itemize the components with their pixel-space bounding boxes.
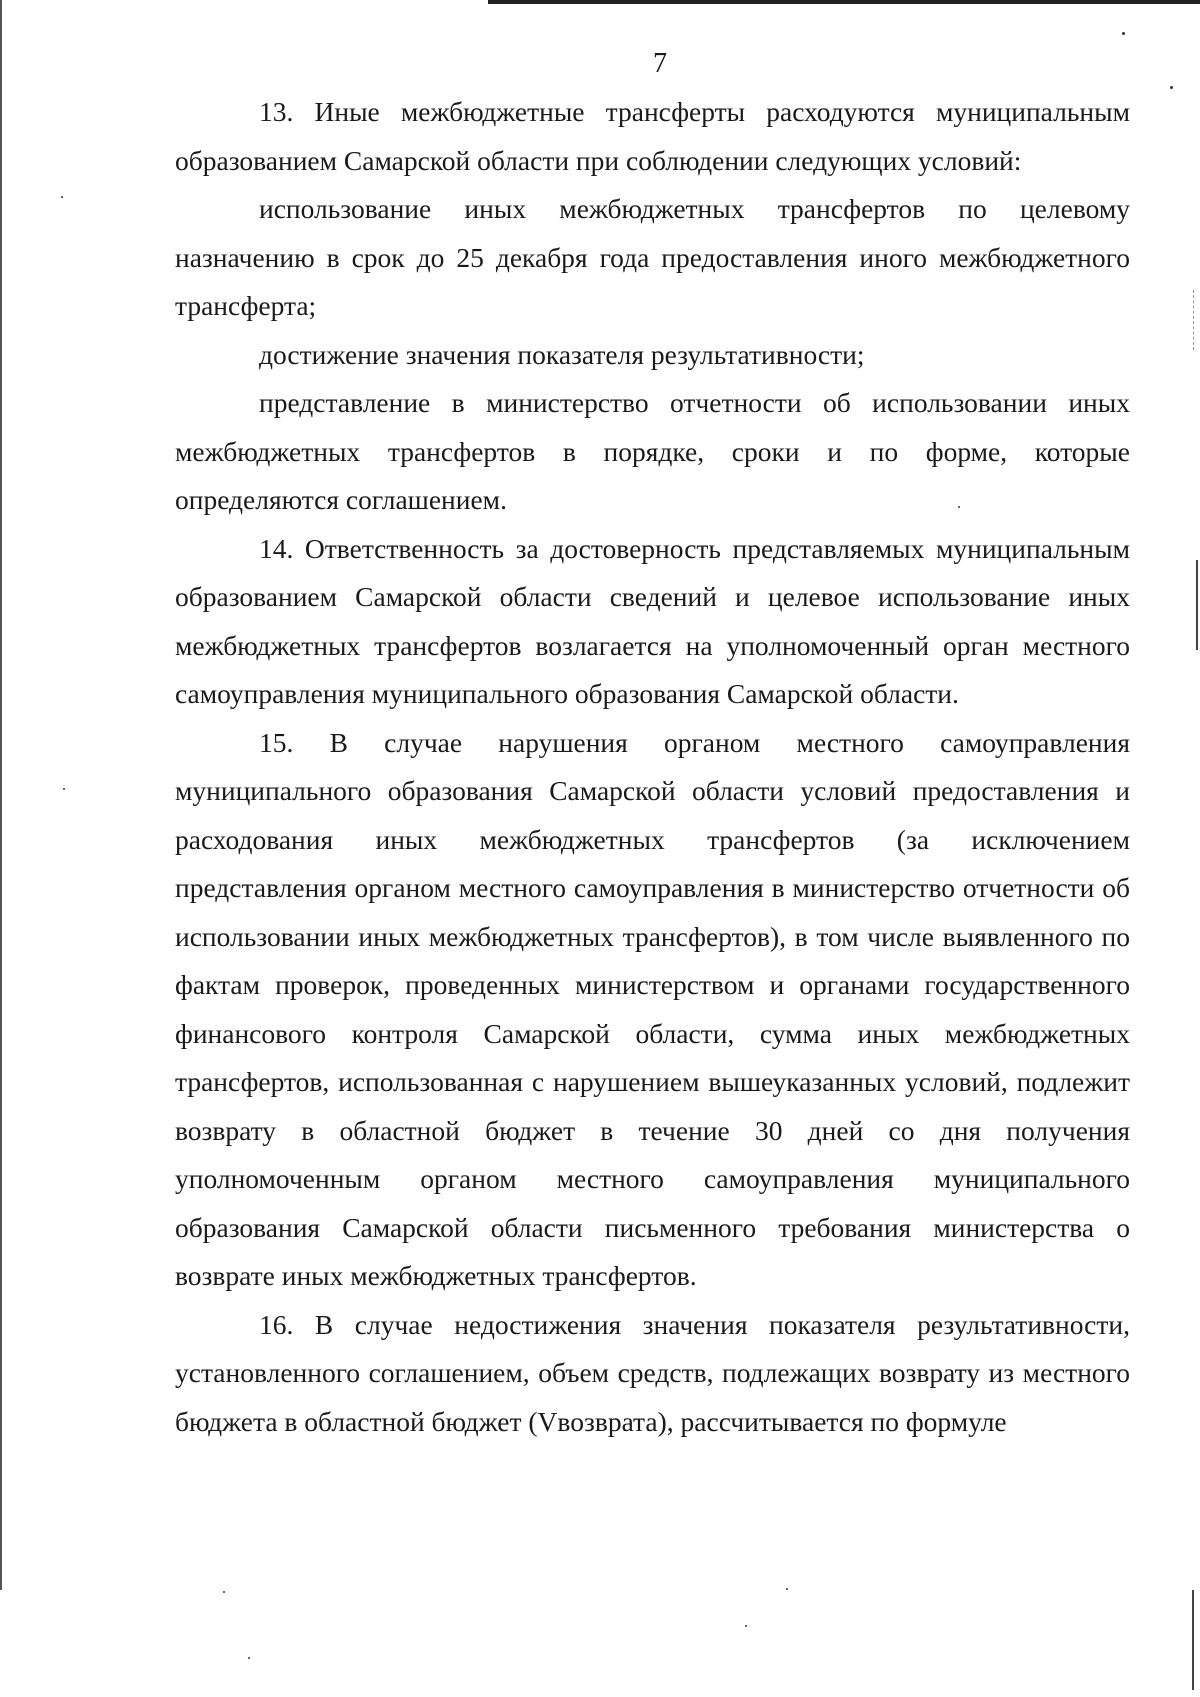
scan-speck [248,1657,250,1659]
scan-right-edge-mark [1192,1590,1194,1690]
paragraph-13-condition-1: использование иных межбюджетных трансфертов по целевому назначению в срок до 25 декабря года предоставления иного межбюджетного трансферта; [175,193,1130,321]
scan-top-border [488,0,1200,4]
paragraph-15: 15. В случае нарушения органом местного самоуправления муниципального образования Самарской области условий предоставления и расходования иных межбюджетных трансфертов (за исключением представления органом местного самоуправления в министерство отчетности об использовании иных межбюджетных трансфертов), в том числе выявленного по фактам проверок, проведенных министерством и органами государственного финансового контроля Самарской области, сумма иных межбюджетных трансфертов, использованная с нарушением вышеуказанных условий, подлежит возврату в областной бюджет в течение 30 дней со дня получения уполномоченным органом местного самоуправления муниципального образования Самарской области письменного требования министерства о возврате иных межбюджетных трансфертов. [175,726,1130,1291]
scan-speck [786,1588,788,1590]
scan-speck [1170,86,1173,89]
paragraph-13: 13. Иные межбюджетные трансферты расходуются муниципальным образованием Самарской области при соблюдении следующих условий: [175,96,1130,176]
scan-right-dots [1192,290,1194,350]
paragraph-14: 14. Ответственность за достоверность представляемых муниципальным образованием Самарской области сведений и целевое использование иных межбюджетных трансфертов возлагается на уполномоченный орган местного самоуправления муниципального образования Самарской области. [175,532,1130,709]
paragraph-16: 16. В случае недостижения значения показателя результативности, установленного соглашением, объем средств, подлежащих возврату из местного бюджета в областной бюджет (Vвозврата), рассчитывается по формуле [175,1308,1130,1437]
scan-speck [1122,32,1125,35]
scan-right-edge-mark [1196,560,1198,650]
paragraph-13-condition-2: достижение значения показателя результативности; [259,338,865,370]
scan-speck [745,1625,747,1627]
page-number: 7 [653,48,667,79]
scan-left-edge [0,0,2,1590]
scan-speck [223,1591,225,1593]
document-body [175,88,1130,1446]
paragraph-13-condition-3: представление в министерство отчетности об использовании иных межбюджетных трансфертов в порядке, сроки и по форме, которые определяются соглашением. [175,387,1130,515]
scan-speck [61,196,63,198]
scan-speck [63,788,65,790]
